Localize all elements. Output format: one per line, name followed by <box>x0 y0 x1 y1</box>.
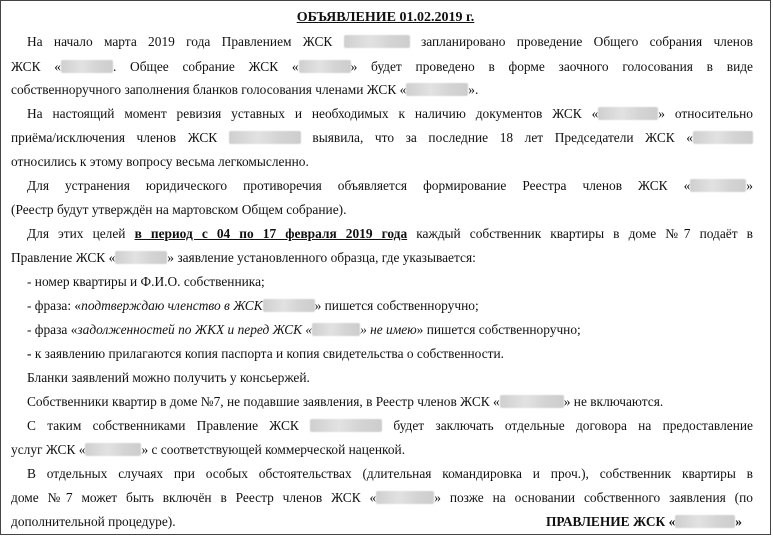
redacted-name <box>299 60 351 73</box>
text: » относительно <box>658 106 753 121</box>
highlight-period: в период с 04 по 17 февраля 2019 года <box>134 226 408 241</box>
text: На настоящий момент ревизия уставных и необходимых к наличию документов ЖСК « <box>27 106 599 121</box>
paragraph-8-line-2 <box>11 489 753 506</box>
redacted-name <box>85 443 141 456</box>
text: услуг ЖСК « <box>11 442 86 457</box>
redacted-name <box>115 251 167 264</box>
italic-text: » не имею <box>360 322 417 337</box>
text: На начало марта 2019 года Правлением ЖСК <box>27 34 333 49</box>
text: доме №7 может быть включён в Реестр членов ЖСК « <box>11 490 377 505</box>
text: ПРАВЛЕНИЕ ЖСК « <box>545 514 676 529</box>
text: ЖСК « <box>11 59 61 74</box>
text: Правление ЖСК « <box>11 250 116 265</box>
text: собственноручного заполнения бланков голосования членами ЖСК « <box>11 82 407 97</box>
redacted-name <box>500 395 564 408</box>
paragraph-1-line-2 <box>11 58 753 75</box>
paragraph-3-line-2: (Реестр будут утверждён на мартовском Общем собрание). <box>11 202 347 217</box>
paragraph-4-line-1 <box>11 225 753 242</box>
redacted-name <box>61 60 113 73</box>
text: к заявлению прилагаются копия паспорта и копия свидетельства о собственности. <box>34 346 505 361</box>
text: запланировано проведение Общего собрания членов <box>420 34 753 49</box>
text: будет заключать отдельные договора на предоставление <box>393 418 753 433</box>
paragraph-4-line-2 <box>11 249 753 266</box>
paragraph-2-line-2 <box>11 129 753 146</box>
paragraph-3-line-1 <box>11 177 753 194</box>
text: приёма/исключения членов ЖСК <box>11 130 218 145</box>
list-item-1: - номер квартиры и Ф.И.О. собственника; <box>27 274 265 289</box>
paragraph-2-line-3: относились к этому вопросу весьма легкомысленно. <box>11 154 309 169</box>
text: С таким собственниками Правление ЖСК <box>27 418 299 433</box>
text: » пишется собственноручно; <box>314 298 479 313</box>
paragraph-1-line-1 <box>11 33 753 50</box>
text: » заявление установленного образца, где указывается: <box>167 250 476 265</box>
bold-dash: - <box>27 346 35 361</box>
paragraph-8-line-1: В отдельных случаях при особых обстоятельствах (длительная командировка и проч.), собственник квартиры в <box>27 466 753 481</box>
redacted-name <box>310 419 382 432</box>
text: » <box>735 514 742 529</box>
paragraph-7-line-2 <box>11 441 753 458</box>
redacted-name <box>263 299 315 312</box>
redacted-name <box>406 83 468 96</box>
paragraph-1-line-3 <box>11 81 753 98</box>
text: » пишется собственноручно; <box>416 322 581 337</box>
redacted-name <box>690 179 746 192</box>
text: - фраза « <box>27 322 78 337</box>
text: - фраза: « <box>27 298 82 313</box>
text: выявила, что за последние 18 лет Председатели ЖСК « <box>312 130 693 145</box>
redacted-name <box>693 131 753 144</box>
text: » будет проведено в форме заочного голосования в виде <box>350 59 753 74</box>
text: каждый собственник квартиры в доме №7 подаёт в <box>416 226 753 241</box>
text: Для устранения юридического противоречия объявляется формирование Реестра членов ЖСК « <box>27 178 691 193</box>
paragraph-5: Бланки заявлений можно получить у консьержей. <box>27 370 310 385</box>
redacted-name <box>229 131 301 144</box>
paragraph-7-line-1 <box>11 417 753 434</box>
signature <box>546 514 742 530</box>
text: Для этих целей <box>27 226 126 241</box>
text: ». <box>468 82 479 97</box>
italic-text: задолженностей по ЖКХ и перед ЖСК « <box>77 322 313 337</box>
text: » позже на основании собственного заявления (по <box>434 490 754 505</box>
redacted-name <box>312 323 360 336</box>
list-item-3 <box>27 321 769 338</box>
document-title: ОБЪЯВЛЕНИЕ 01.02.2019 г. <box>296 10 475 25</box>
text: » не включаются. <box>563 394 664 409</box>
redacted-name <box>598 107 658 120</box>
text: . Общее собрание ЖСК « <box>112 59 299 74</box>
text: » с соответствующей коммерческой наценкой. <box>141 442 406 457</box>
text: Собственники квартир в доме №7, не подавшие заявления, в Реестр членов ЖСК « <box>27 394 500 409</box>
paragraph-6 <box>27 393 769 410</box>
list-item-2 <box>27 297 769 314</box>
redacted-name <box>675 515 735 528</box>
redacted-name <box>344 35 410 48</box>
list-item-4 <box>27 345 769 362</box>
italic-text: подтверждаю членство в ЖСК <box>81 298 263 313</box>
paragraph-2-line-1 <box>11 105 753 122</box>
text: » <box>746 178 753 193</box>
paragraph-8-line-3: дополнительной процедуре). <box>11 514 176 529</box>
redacted-name <box>376 491 434 504</box>
